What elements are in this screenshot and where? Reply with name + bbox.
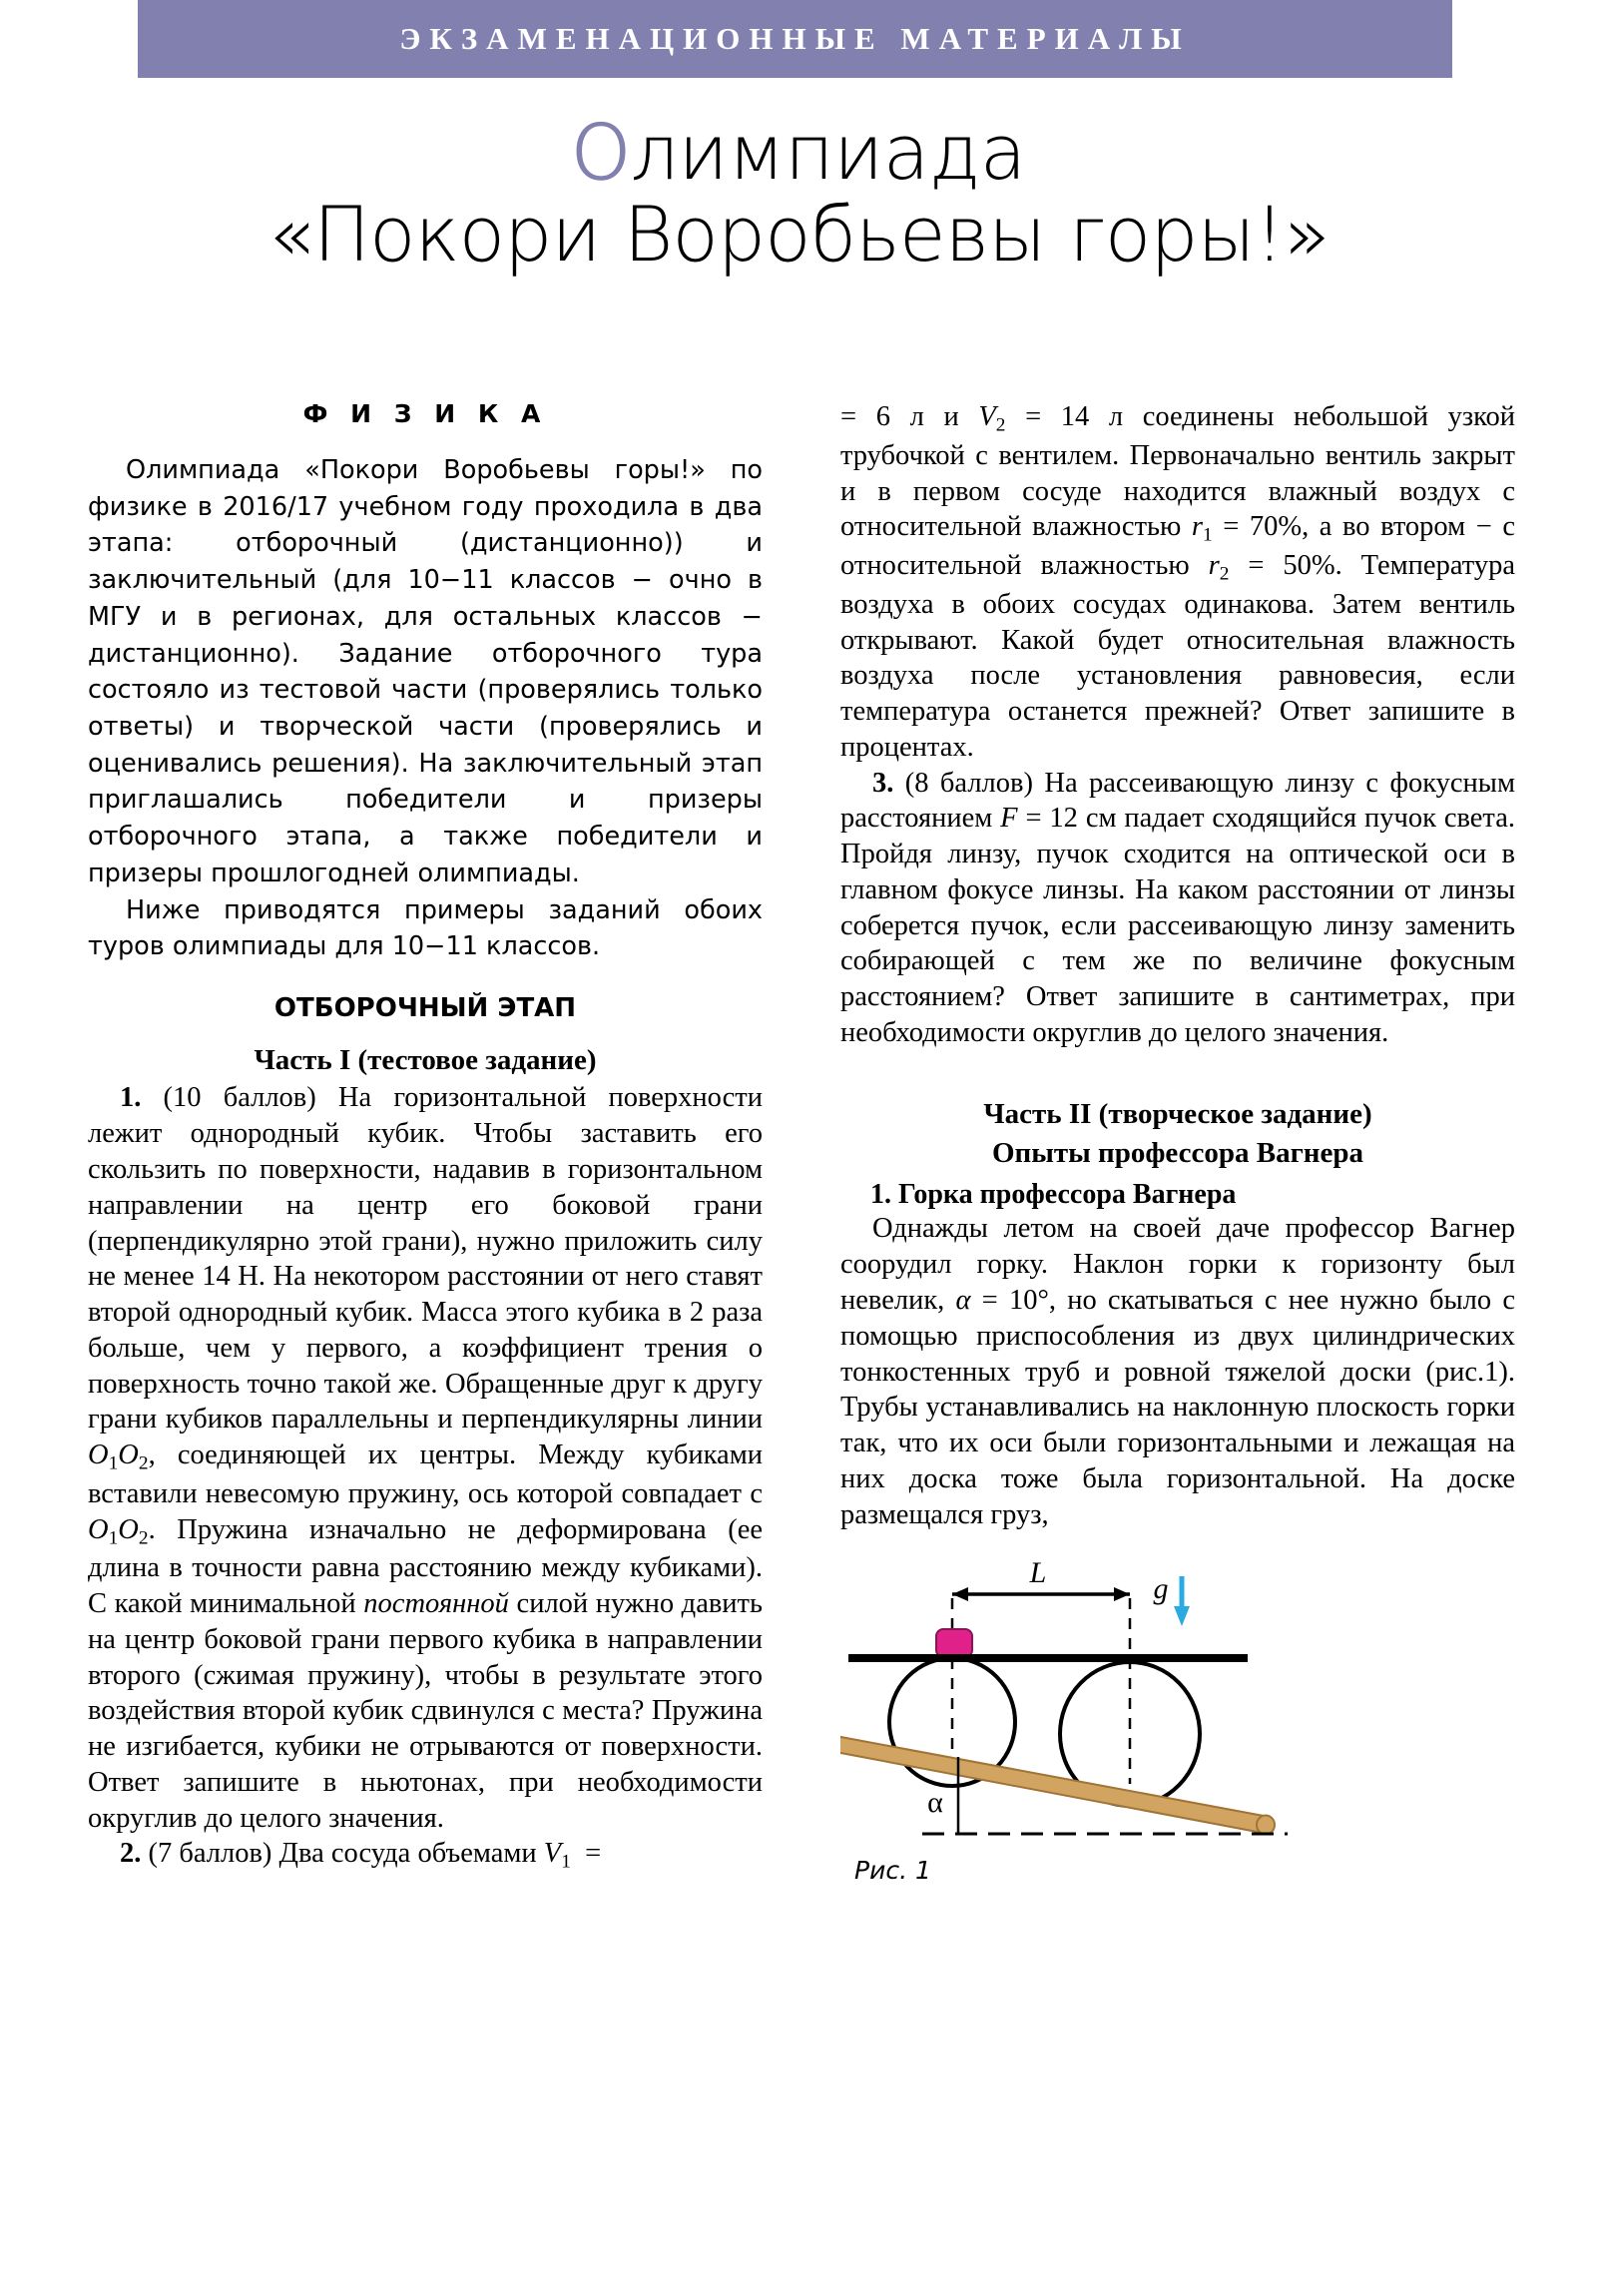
problem-1-text-d: силой нужно давить на центр боковой грани первого кубика в направлении второго (сжимая пружину), чтобы в результате этого воздействия второй кубик сдвинулся с места? Пружина не изгибается, кубики не отрываются от поверхности. Ответ запишите в ньютонах, при необходимости округлив до целого значения. [88, 1588, 763, 1834]
problem-2-continuation [840, 399, 1515, 766]
article-body [88, 399, 1515, 1886]
load-block [936, 1629, 972, 1657]
task-1-angle-alpha: α = 10° [955, 1284, 1049, 1316]
dimension-line-L [952, 1587, 1130, 1601]
problem-1-text-a: На горизонтальной поверхности лежит однородный кубик. Чтобы заставить его скользить по поверхности, надавив в горизонтальном направлении на центр его боковой грани (перпендикулярно этой грани), нужно приложить силу не менее 14 Н. На некотором расстоянии от него ставят второй однородный кубик. Масса этого кубика в 2 раза больше, чем у первого, а коэффициент трения о поверхность точно такой же. Обращенные друг к другу грани кубиков параллельны и перпендикулярны линии [88, 1082, 763, 1435]
left-column [88, 399, 763, 1875]
page-title-line-2: «Покори Воробьевы горы!» [267, 190, 1330, 280]
figure-1 [840, 1554, 1515, 1886]
problem-2-mid: = 14 л соединены небольшой узкой трубочкой с вентилем. Первоначально вентиль закрыт и в первом сосуде находится влажный воздух с относительной влажностью [840, 401, 1515, 543]
task-1-heading: 1. Горка профессора Вагнера [870, 1179, 1237, 1211]
problem-2-mid-2: , а во втором − с относительной влажностью [840, 511, 1515, 581]
subject-heading: Ф И З И К А [302, 399, 548, 428]
problem-2-humidity-r2: $r_2 = 50\%$ [1208, 550, 1335, 585]
problem-2-variable-v1: $V_1$ [543, 1838, 571, 1873]
problem-2-start [88, 1836, 763, 1875]
part-2-heading-line-2: Опыты профессора Вагнера [991, 1137, 1363, 1170]
problem-2-humidity-r1: $r_1 = 70\%$ [1191, 511, 1303, 546]
intro-paragraph-2: Ниже приводятся примеры заданий обоих туров олимпиады для 10−11 классов. [88, 894, 763, 962]
figure-label-L: L [1029, 1556, 1047, 1590]
problem-1 [88, 1080, 763, 1836]
problem-3-points: (8 баллов) [904, 767, 1033, 799]
problem-1-text-b: , соединяющей их центры. Между кубиками вставили невесомую пружину, ось которой совпадает с [88, 1439, 763, 1509]
problem-1-points: (10 баллов) [163, 1082, 316, 1114]
problem-3 [840, 766, 1515, 1051]
part-2-heading-line-1: Часть II (творческое задание) [983, 1097, 1372, 1130]
problem-1-number: 1. [120, 1082, 142, 1114]
banner-label: ЭКЗАМЕНАЦИОННЫЕ МАТЕРИАЛЫ [399, 21, 1191, 56]
page-title-line-1 [0, 108, 1597, 197]
problem-3-text-a: На рассеивающую линзу с фокусным расстоянием [840, 767, 1515, 835]
problem-2-tail: . Температура воздуха в обоих сосудах одинакова. Затем вентиль открывают. Какой будет относительная влажность воздуха после установления равновесия, если температура останется прежней? Ответ запишите в процентах. [840, 550, 1515, 763]
problem-2-equals: = [585, 1838, 602, 1870]
figure-1-drawing [840, 1554, 1515, 1854]
problem-3-focal-length: F = 12 [1000, 803, 1078, 835]
task-1-paragraph [840, 1211, 1515, 1532]
problem-1-variable-o1o2-first: $O_1O_2$ [88, 1439, 149, 1474]
problem-1-text-c: . Пружина изначально не деформирована (ее длина в точности равна расстоянию между кубиками). С какой минимальной [88, 1513, 763, 1620]
task-1-text-a: Однажды летом на своей даче профессор Вагнер соорудил горку. Наклон горки к горизонту был невелик, [840, 1213, 1515, 1316]
problem-2-lead: = 6 л и [840, 401, 979, 432]
problem-2-variable-v2: $V_2$ [978, 401, 1006, 436]
problem-2-points: (7 баллов) [148, 1838, 272, 1870]
problem-2-text-head: Два сосуда объемами [278, 1838, 544, 1870]
title-line-1-rest: лимпиада [630, 108, 1026, 197]
gravity-arrow [1174, 1576, 1190, 1626]
stage-heading: ОТБОРОЧНЫЙ ЭТАП [273, 993, 577, 1024]
problem-1-italic-emphasis: постоянной [363, 1588, 509, 1620]
figure-1-caption: Рис. 1 [854, 1856, 931, 1886]
right-column [840, 399, 1515, 1886]
inclined-plane [840, 1736, 1275, 1835]
title-drop-cap: О [571, 108, 631, 197]
intro-paragraph-1: Олимпиада «Покори Воробьевы горы!» по физике в 2016/17 учебном году проходила в два этапа: отборочный (дистанционно)) и заключительный (для 10−11 классов − очно в МГУ и в регионах, для остальных классов − дистанционно). Задание отборочного тура состояло из тестовой части (проверялись только ответы) и творческой части (проверялись и оценивались решения). На заключительный этап приглашались победители и призеры отборочного этапа, а также победители и призеры прошлогодней олимпиады. [88, 455, 763, 888]
page-title [0, 108, 1597, 280]
figure-label-alpha: α [927, 1786, 943, 1820]
problem-3-number: 3. [872, 767, 894, 799]
figure-label-g: g [1153, 1572, 1169, 1606]
problem-2-number: 2. [120, 1838, 142, 1870]
problem-3-text-b: см падает сходящийся пучок света. Пройдя линзу, пучок сходится на оптической оси в главном фокусе линзы. На каком расстоянии от линзы соберется пучок, если рассеивающую линзу заменить собирающей с тем же по величине фокусным расстоянием? Ответ запишите в сантиметрах, при необходимости округлив до целого значения. [840, 803, 1515, 1048]
problem-1-variable-o1o2-second: $O_1O_2$ [88, 1513, 149, 1549]
part-1-heading: Часть I (тестовое задание) [254, 1044, 597, 1077]
task-1-text-b: , но скатываться с нее нужно было с помощью приспособления из двух цилиндрических тонкостенных труб и ровной тяжелой доски (рис.1). Трубы устанавливались на наклонную плоскость горки так, что их оси были горизонтальными и лежащая на них доска тоже была горизонтальной. На доске размещался груз, [840, 1284, 1515, 1530]
exam-materials-banner [138, 0, 1452, 78]
